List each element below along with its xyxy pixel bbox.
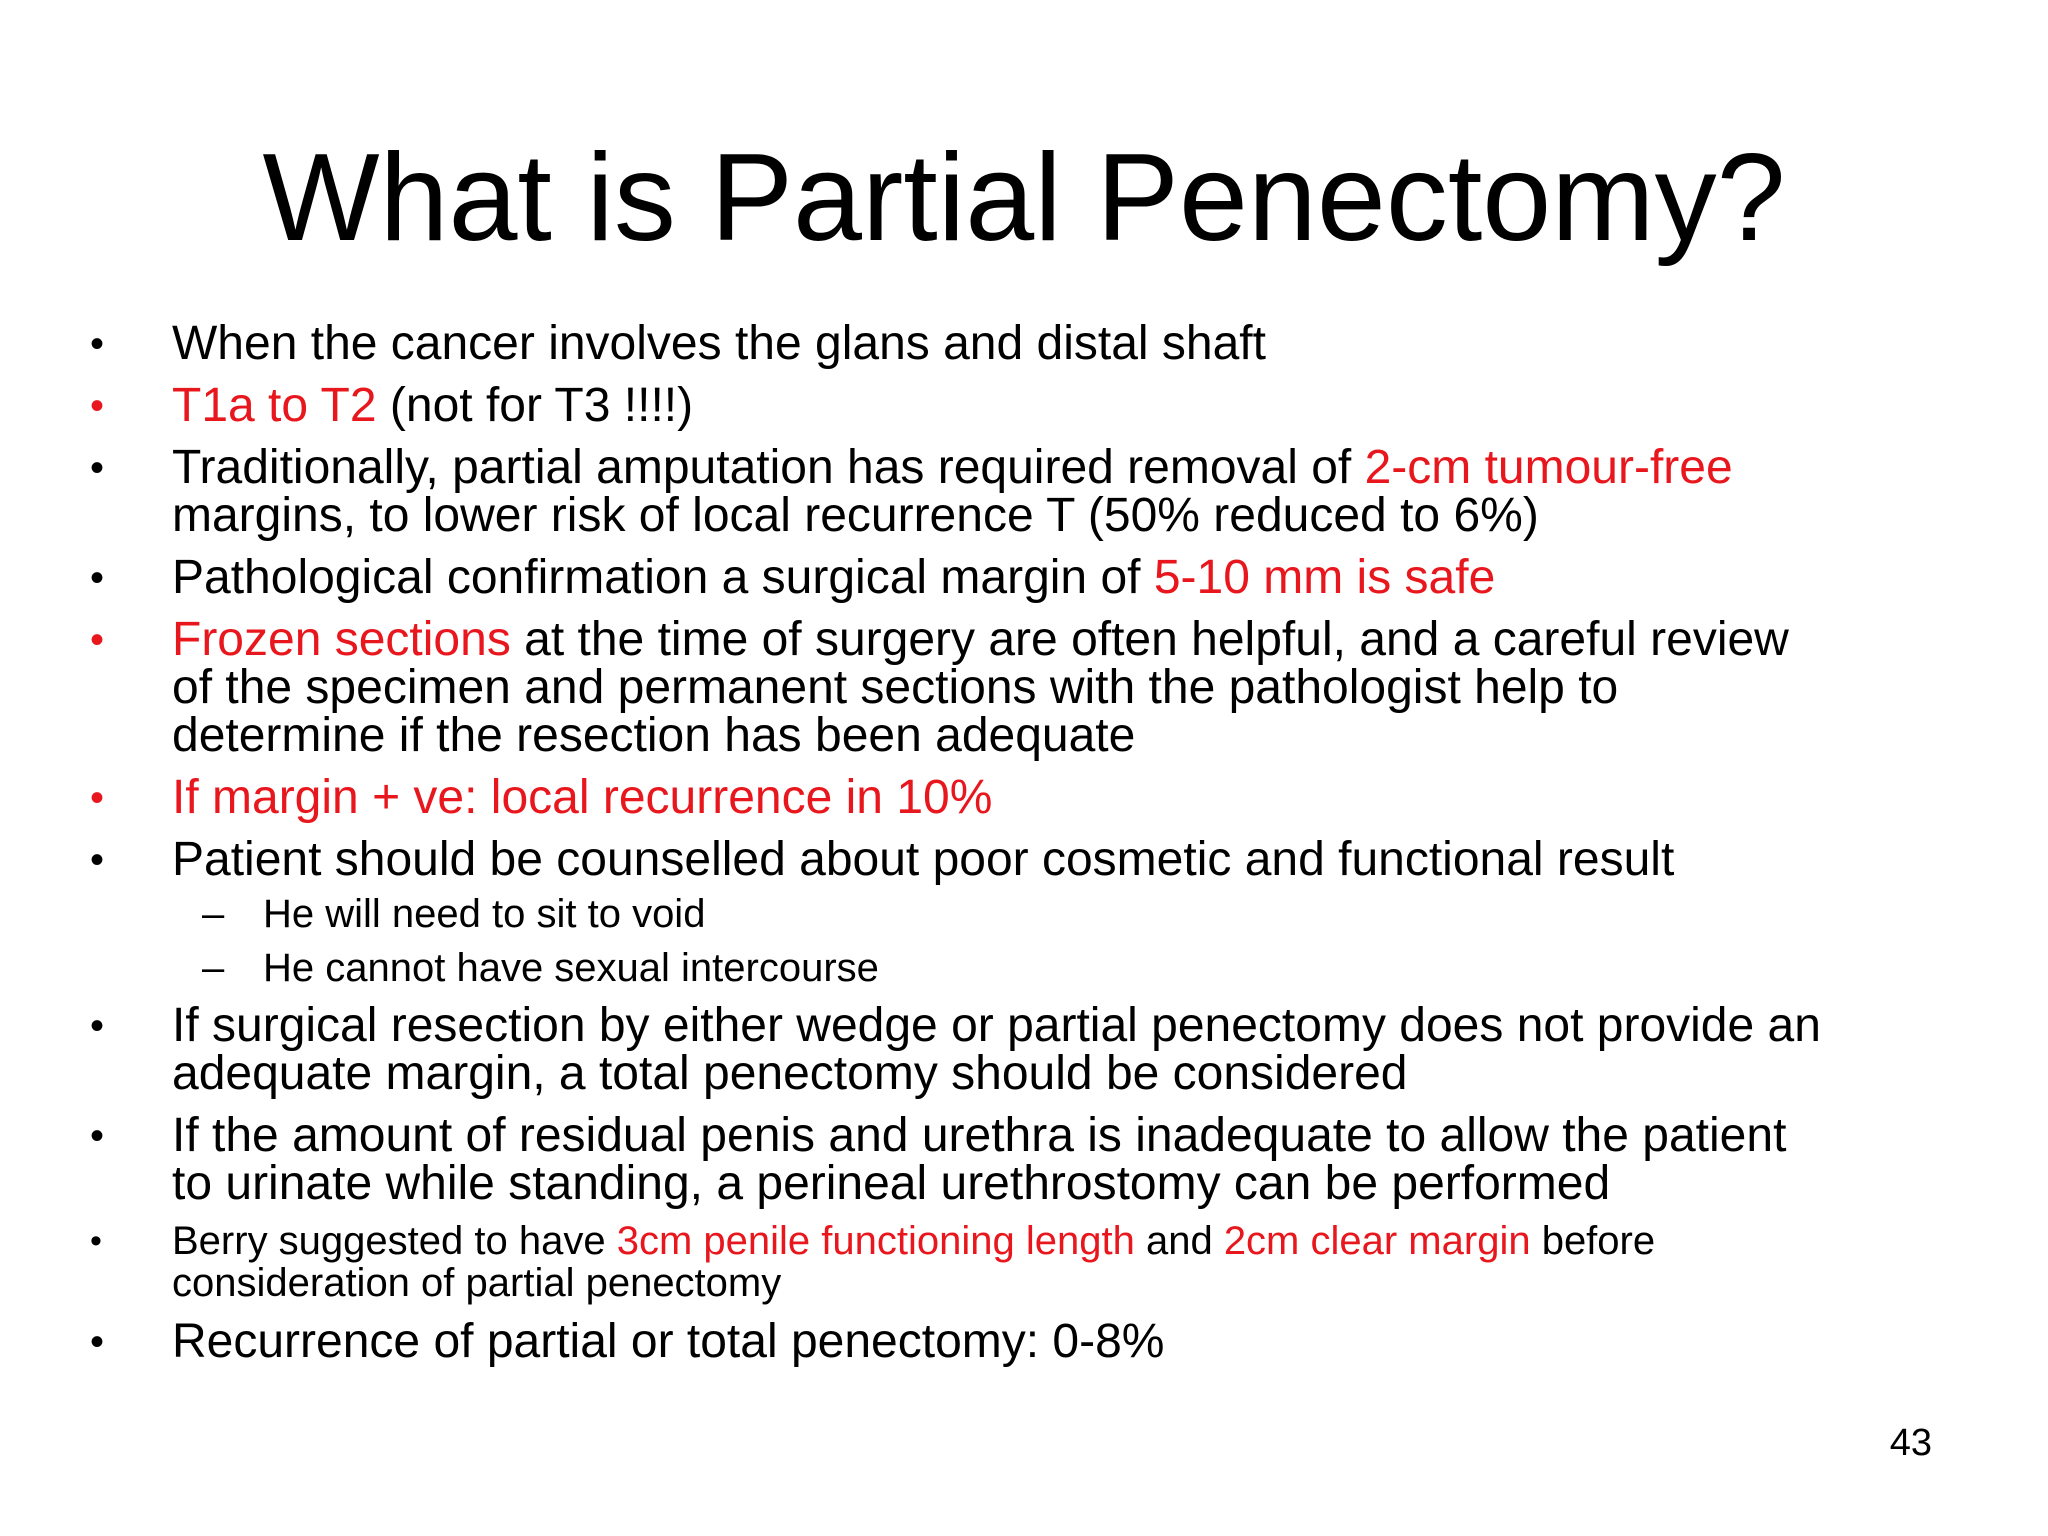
bullet-marker: • <box>90 1114 105 1158</box>
sub-bullet-marker: – <box>202 892 225 936</box>
bullet-item <box>90 551 1990 604</box>
bullet-item <box>90 1109 1990 1210</box>
page-number: 43 <box>1889 1422 1932 1464</box>
bullet-text: consideration of partial penectomy <box>172 1261 782 1305</box>
bullet-list <box>90 317 1990 1368</box>
bullet-marker: • <box>90 776 105 820</box>
bullet-text: Traditionally, partial amputation has required removal of <box>172 441 1365 494</box>
sub-bullet-text: He cannot have sexual intercourse <box>263 946 879 990</box>
bullet-text: When the cancer involves the glans and distal shaft <box>172 317 1266 370</box>
bullet-marker: • <box>90 322 105 366</box>
bullet-text: of the specimen and permanent sections with the pathologist help to <box>172 661 1619 714</box>
bullet-text: to urinate while standing, a perineal urethrostomy can be performed <box>172 1157 1611 1210</box>
bullet-text-highlight: 3cm penile functioning length <box>616 1219 1135 1263</box>
bullet-text: Berry suggested to have <box>172 1219 617 1263</box>
bullet-text: adequate margin, a total penectomy should be considered <box>172 1047 1408 1100</box>
bullet-item <box>90 613 1990 762</box>
bullet-item <box>90 771 1990 824</box>
sub-bullet-marker: – <box>202 946 225 990</box>
bullet-marker: • <box>90 1222 102 1260</box>
bullet-text: before <box>1530 1219 1656 1263</box>
bullet-item <box>90 317 1990 370</box>
bullet-marker: • <box>90 618 105 662</box>
bullet-text: Recurrence of partial or total penectomy: 0-8% <box>172 1315 1165 1368</box>
bullet-text: If surgical resection by either wedge or partial penectomy does not provide an <box>172 999 1821 1052</box>
bullet-text: Patient should be counselled about poor cosmetic and functional result <box>172 833 1675 886</box>
bullet-text: and <box>1134 1219 1224 1263</box>
bullet-text-highlight: 2cm clear margin <box>1223 1219 1531 1263</box>
bullet-text-highlight: Frozen sections <box>172 613 511 666</box>
sub-bullet-item <box>90 944 1990 992</box>
bullet-item <box>90 441 1990 542</box>
bullet-marker: • <box>90 1320 105 1364</box>
bullet-marker: • <box>90 556 105 600</box>
bullet-text: margins, to lower risk of local recurrence T (50% reduced to 6%) <box>172 489 1539 542</box>
bullet-text: at the time of surgery are often helpful, and a careful review <box>510 613 1789 666</box>
bullet-marker: • <box>90 446 105 490</box>
bullet-marker: • <box>90 384 105 428</box>
bullet-marker: • <box>90 1004 105 1048</box>
sub-bullet-text: He will need to sit to void <box>263 892 706 936</box>
bullet-text-highlight: 2-cm tumour-free <box>1364 441 1733 494</box>
sub-bullet-item <box>90 890 1990 938</box>
bullet-marker: • <box>90 838 105 882</box>
bullet-text-highlight: 5-10 mm is safe <box>1153 551 1496 604</box>
bullet-text: determine if the resection has been adequate <box>172 709 1136 762</box>
bullet-item <box>90 999 1990 1100</box>
bullet-item <box>90 1220 1990 1304</box>
bullet-text: Pathological confirmation a surgical margin of <box>172 551 1154 604</box>
bullet-text: (not for T3 !!!!) <box>376 379 694 432</box>
slide-title: What is Partial Penectomy? <box>262 129 1786 267</box>
bullet-text-highlight: If margin + ve: local recurrence in 10% <box>172 771 993 824</box>
bullet-item <box>90 833 1990 886</box>
bullet-text: If the amount of residual penis and urethra is inadequate to allow the patient <box>172 1109 1787 1162</box>
bullet-text-highlight: T1a to T2 <box>172 379 377 432</box>
bullet-item <box>90 379 1990 432</box>
bullet-item <box>90 1315 1990 1368</box>
